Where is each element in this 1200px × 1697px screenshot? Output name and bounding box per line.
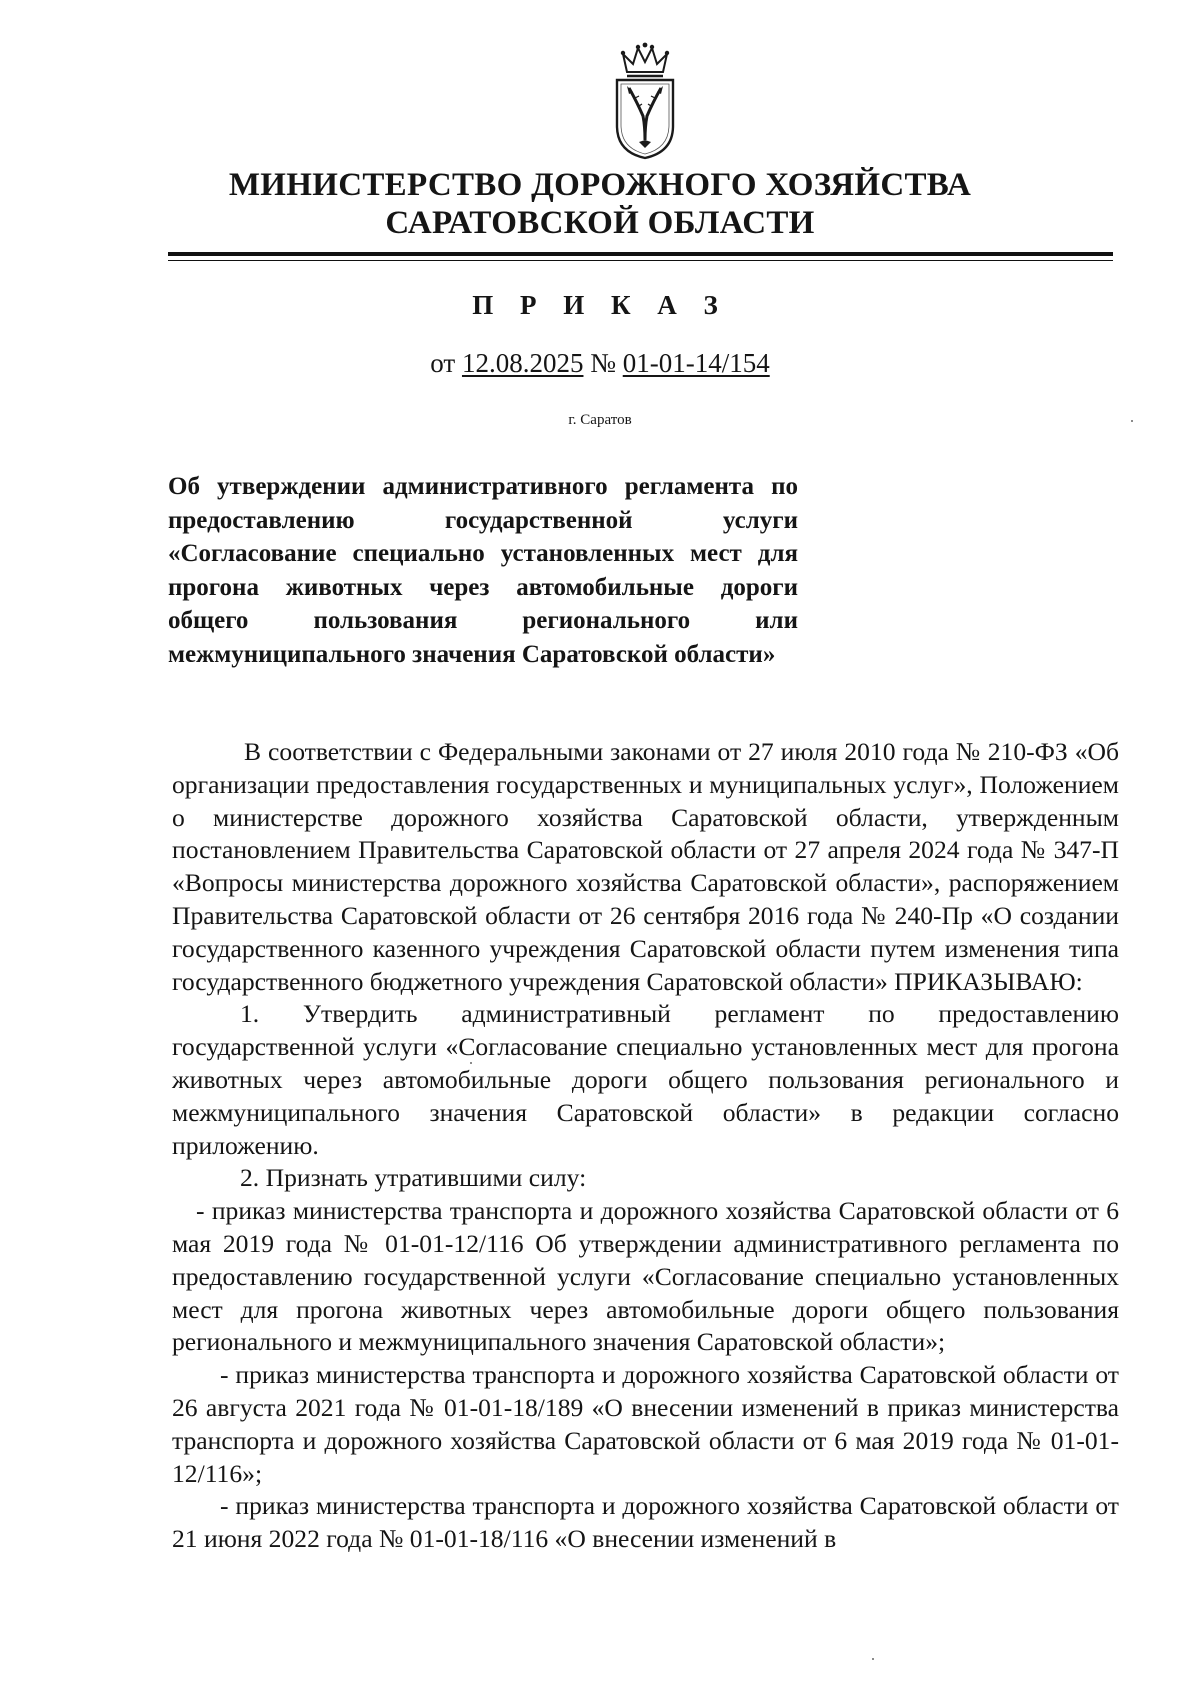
date-prefix: от <box>430 348 456 378</box>
document-date: 12.08.2025 <box>461 348 584 378</box>
repealed-order-3: - приказ министерства транспорта и дорожного хозяйства Саратовской области от 21 июня 2022 года № 01-01-18/116 «О внесении изменений в <box>172 1491 1119 1554</box>
ministry-name <box>150 166 1050 242</box>
order-item-1: 1. Утвердить административный регламент по предоставлению государственной услуги «Согласование специально установленных мест для прогона животных через автомобильные дороги общего пользования регионального и межмуниципального значения Саратовской области» в редакции согласно приложению. <box>172 999 1119 1160</box>
repealed-order-2: - приказ министерства транспорта и дорожного хозяйства Саратовской области от 26 августа 2021 года № 01-01-18/189 «О внесении изменений в приказ министерства транспорта и дорожного хозяйства Саратовской области от 6 мая 2019 года № 01-01-12/116»; <box>172 1360 1119 1488</box>
document-date-number <box>150 348 1050 379</box>
header-divider-thin <box>168 260 1113 261</box>
header-divider-thick <box>168 252 1113 256</box>
document-number: 01-01-14/154 <box>622 348 770 378</box>
number-prefix: № <box>590 348 616 378</box>
document-type: П Р И К А З <box>472 290 728 320</box>
preamble-paragraph: В соответствии с Федеральными законами от 27 июля 2010 года № 210-ФЗ «Об организации предоставления государственных и муниципальных услуг», Положением о министерстве дорожного хозяйства Саратовской области, утвержденным постановлением Правительства Саратовской области от 27 апреля 2024 года № 347-П «Вопросы министерства дорожного хозяйства Саратовской области», распоряжением Правительства Саратовской области от 26 сентября 2016 года № 240-Пр «О создании государственного казенного учреждения Саратовской области путем изменения типа государственного бюджетного учреждения Саратовской области» ПРИКАЗЫВАЮ: <box>172 737 1119 996</box>
saratov-coat-of-arms-icon <box>609 42 681 160</box>
repealed-order-1: - приказ министерства транспорта и дорожного хозяйства Саратовской области от 6 мая 2019 года № 01-01-12/116 Об утверждении административного регламента по предоставлению государственной услуги «Согласование специально установленных мест для прогона животных через автомобильные дороги общего пользования регионального и межмуниципального значения Саратовской области»; <box>172 1196 1119 1357</box>
document-body <box>172 736 1119 1556</box>
ministry-name-line-2: САРАТОВСКОЙ ОБЛАСТИ <box>385 205 815 241</box>
order-item-2: 2. Признать утратившими силу: <box>240 1163 587 1193</box>
document-title: Об утверждении административного регламента по предоставлению государственной услуги «Согласование специально установленных мест для прогона животных через автомобильные дороги общего пользования регионального или межмуниципального значения Саратовской области» <box>168 473 798 668</box>
ministry-name-line-1: МИНИСТЕРСТВО ДОРОЖНОГО ХОЗЯЙСТВА <box>228 167 972 203</box>
document-city: г. Саратов <box>568 412 632 428</box>
